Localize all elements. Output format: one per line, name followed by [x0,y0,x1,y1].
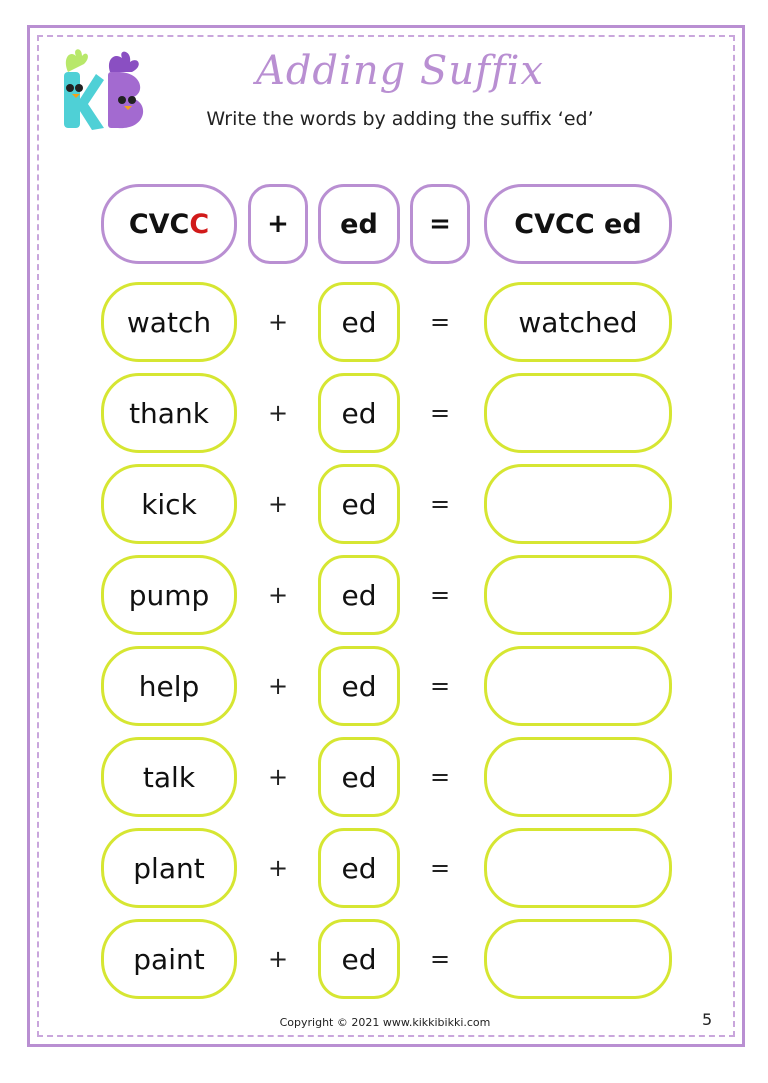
equals-sign: = [429,308,451,336]
equals-box: = [410,184,470,264]
copyright-text: Copyright © 2021 www.kikkibikki.com [279,1016,491,1029]
suffix-pill: ed [318,646,400,726]
logo-k [64,49,104,130]
plus-sign: + [267,763,289,791]
suffix-pill: ed [318,373,400,453]
plus-sign: + [267,672,289,700]
base-word: plant [101,828,237,908]
exercise-row [0,464,768,546]
answer-box[interactable] [484,737,672,817]
answer-box[interactable] [484,646,672,726]
exercise-row [0,373,768,455]
exercise-row [0,646,768,728]
answer-box[interactable] [484,828,672,908]
equals-sign: = [429,945,451,973]
page-number: 5 [702,1010,713,1029]
plus-sign: + [267,308,289,336]
pattern-highlight: C [189,208,210,240]
page-title: Adding Suffix [255,48,545,94]
answer-box[interactable] [484,555,672,635]
plus-box: + [248,184,308,264]
pattern-pill [101,184,237,264]
base-word: thank [101,373,237,453]
exercise-row [0,828,768,910]
plus-sign: + [267,945,289,973]
base-word: pump [101,555,237,635]
exercise-row [0,282,768,364]
instructions: Write the words by adding the suffix ‘ed’ [206,108,594,130]
equals-sign: = [429,399,451,427]
plus-sign: + [267,399,289,427]
base-word: help [101,646,237,726]
base-word: watch [101,282,237,362]
exercise-row [0,555,768,637]
suffix-pill: ed [318,737,400,817]
answer-box[interactable] [484,373,672,453]
plus-sign: + [267,581,289,609]
base-word: kick [101,464,237,544]
plus-sign: + [267,490,289,518]
exercise-row [0,919,768,1001]
equals-sign: = [429,672,451,700]
base-word: paint [101,919,237,999]
suffix-pill: ed [318,828,400,908]
answer-box[interactable] [484,919,672,999]
equals-sign: = [429,854,451,882]
base-word: talk [101,737,237,817]
exercise-row [0,737,768,819]
equals-sign: = [429,763,451,791]
suffix-pill: ed [318,282,400,362]
answer-box[interactable]: watched [484,282,672,362]
suffix-pill: ed [318,184,400,264]
suffix-pill: ed [318,464,400,544]
suffix-pill: ed [318,919,400,999]
equals-sign: = [429,581,451,609]
plus-sign: + [267,854,289,882]
logo-b [108,52,143,128]
answer-box[interactable] [484,464,672,544]
result-pill: CVCC ed [484,184,672,264]
pattern-text: CVC [128,208,190,240]
kikkibikki-logo [52,44,152,134]
suffix-pill: ed [318,555,400,635]
equals-sign: = [429,490,451,518]
rule-row [0,184,768,266]
